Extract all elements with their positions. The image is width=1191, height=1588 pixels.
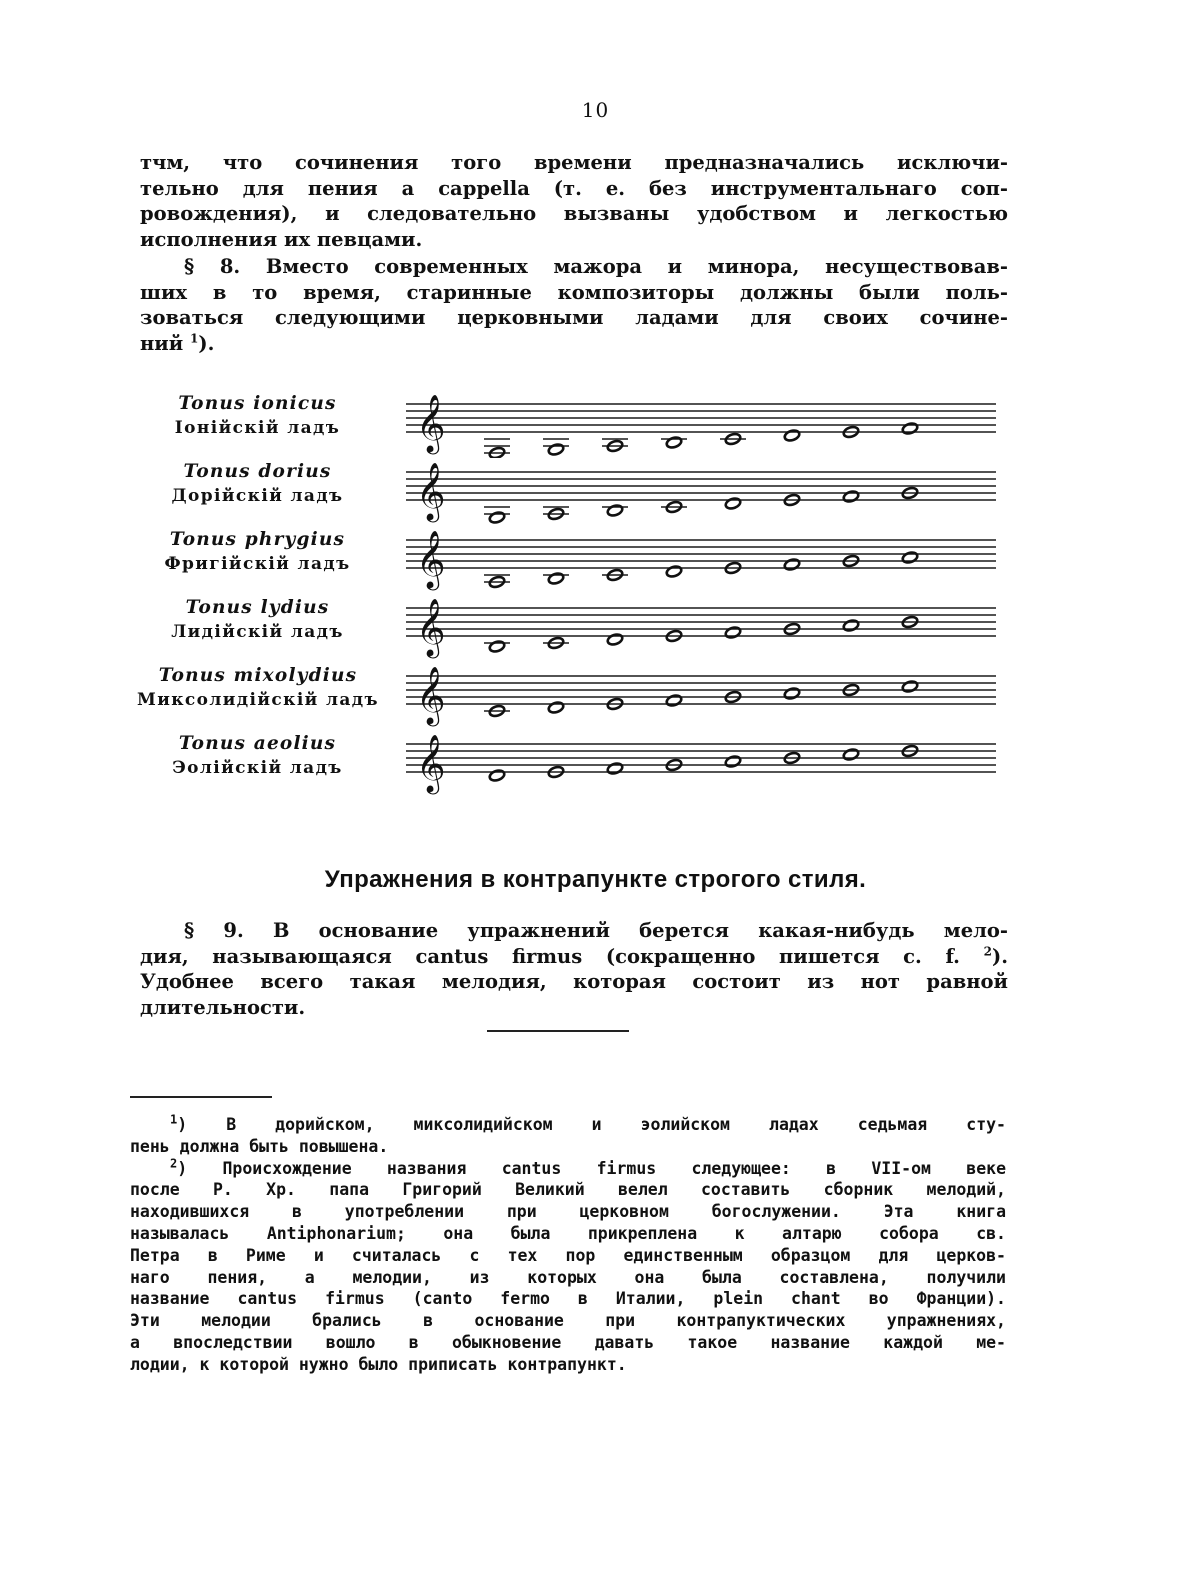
mode-latin-name: Tonus lydius	[185, 597, 330, 618]
text-line: § 9. В основание упражнений берется какая-нибудь мело-	[184, 919, 1008, 942]
whole-note	[602, 568, 628, 581]
whole-note	[783, 687, 800, 700]
note-head	[783, 687, 800, 700]
mode-staff	[402, 460, 1002, 526]
mode-latin-name: Tonus ionicus	[178, 393, 337, 414]
footnote-2	[130, 1158, 1006, 1376]
text-line: лодии, к которой нужно было приписать контрапункт.	[130, 1354, 627, 1374]
whole-note	[484, 704, 510, 717]
text-line	[140, 331, 1008, 357]
whole-note	[543, 636, 569, 649]
mode-row-dorian	[140, 460, 1020, 524]
note-head	[901, 680, 918, 693]
treble-clef-icon: 𝄞	[416, 530, 446, 588]
text-line: называлась Antiphonarium; она была прикреплена к алтарю собора св.	[130, 1223, 1006, 1243]
mode-staff	[402, 732, 1002, 798]
text-line: пень должна быть повышена.	[130, 1136, 389, 1156]
note-head	[665, 565, 682, 578]
mode-russian-name: Дорійскій ладъ	[171, 486, 344, 506]
text-fragment: ).	[198, 331, 215, 355]
whole-note	[484, 640, 510, 653]
mode-label	[140, 596, 375, 644]
mode-label	[140, 460, 375, 508]
text-line: исполнения их певцами.	[140, 227, 423, 251]
text-line: Удобнее всего такая мелодия, которая состоит из нот равной	[140, 970, 1008, 993]
text-line	[130, 1114, 1006, 1136]
whole-note	[543, 439, 569, 456]
whole-note	[901, 422, 918, 435]
whole-note	[842, 619, 859, 632]
whole-note	[724, 626, 741, 639]
note-head	[783, 429, 800, 442]
mode-russian-name: Эолійскій ладъ	[172, 758, 343, 778]
footnote-separator	[130, 1096, 272, 1098]
paragraph-section-8	[140, 254, 1008, 356]
text-line: наго пения, а мелодии, из которых она была составлена, получили	[130, 1267, 1006, 1287]
text-line: § 8. Вместо современных мажора и минора, несуществовав-	[184, 255, 1008, 278]
whole-note	[602, 504, 628, 517]
whole-note	[488, 769, 505, 782]
mode-label	[140, 392, 375, 440]
whole-note	[606, 633, 623, 646]
note-head	[842, 490, 859, 503]
mode-label	[140, 528, 375, 576]
note-head	[488, 511, 505, 524]
note-head	[606, 504, 623, 517]
note-head	[606, 633, 623, 646]
mode-staff	[402, 596, 1002, 662]
note-head	[842, 619, 859, 632]
whole-note	[724, 497, 741, 510]
text-fragment: дия, называющаяся cantus firmus (сокращенно пишется с. f.	[140, 944, 960, 968]
paragraph-continuation	[140, 150, 1008, 252]
treble-clef-icon: 𝄞	[416, 734, 446, 792]
note-head	[606, 762, 623, 775]
footnote-marker: 1	[170, 1112, 178, 1127]
mode-russian-name: Фригійскій ладъ	[164, 554, 351, 574]
text-line: находившихся в употреблении при церковном богослужении. Эта книга	[130, 1202, 1006, 1222]
mode-russian-name: Лидійскій ладъ	[171, 622, 344, 642]
church-modes-table	[137, 392, 1020, 812]
whole-note	[783, 429, 800, 442]
note-head	[665, 694, 682, 707]
text-line: Петра в Риме и считалась с тех пор единственным образцом для церков-	[130, 1245, 1006, 1265]
whole-note	[665, 694, 682, 707]
footnote-ref: 1	[190, 331, 199, 345]
mode-russian-name: Миксолидійскій ладъ	[137, 690, 379, 710]
note-head	[724, 755, 741, 768]
whole-note	[720, 432, 746, 445]
note-head	[488, 769, 505, 782]
footnote-marker: 2	[170, 1156, 178, 1171]
note-head	[488, 446, 505, 458]
text-line	[130, 1158, 1006, 1180]
footnote-1	[130, 1114, 1006, 1158]
mode-staff	[402, 528, 1002, 594]
whole-note	[661, 436, 687, 449]
whole-note	[484, 507, 510, 524]
text-line: тчм, что сочинения того времени предназначались исключи-	[140, 151, 1008, 174]
mode-label	[118, 664, 398, 712]
note-head	[547, 701, 564, 714]
text-fragment: Происхождение названия cantus firmus следующее: в VII-ом веке	[222, 1158, 1007, 1178]
whole-note	[842, 748, 859, 761]
mode-staff	[402, 392, 1002, 458]
mode-row-phrygian	[140, 528, 1020, 592]
whole-note	[901, 551, 918, 564]
whole-note	[783, 558, 800, 571]
text-line: тельно для пения a cappella (т. е. без инструментальнаго соп-	[140, 176, 1008, 200]
mode-row-aeolian	[140, 732, 1020, 796]
whole-note	[547, 701, 564, 714]
whole-note	[543, 572, 569, 585]
note-head	[842, 748, 859, 761]
section-divider	[487, 1030, 629, 1032]
mode-label	[140, 732, 375, 780]
whole-note	[724, 755, 741, 768]
whole-note	[484, 439, 510, 458]
text-line: ровождения), и следовательно вызваны удобством и легкостью	[140, 202, 1008, 225]
mode-russian-name: Іонійскій ладъ	[174, 418, 341, 438]
treble-clef-icon: 𝄞	[416, 598, 446, 656]
footnote-marker-suffix: )	[177, 1158, 188, 1178]
text-line: ших в то время, старинные композиторы должны были поль-	[140, 280, 1008, 304]
paragraph-section-9	[140, 918, 1008, 1020]
whole-note	[665, 565, 682, 578]
page-number: 10	[581, 98, 610, 122]
treble-clef-icon: 𝄞	[416, 462, 446, 520]
text-line: а впоследствии вошло в обыкновение давать такое название каждой ме-	[130, 1332, 1006, 1352]
note-head	[665, 436, 682, 449]
note-head	[547, 572, 564, 585]
text-line: длительности.	[140, 995, 306, 1019]
text-line: Эти мелодии брались в основание при контрапуктических упражнениях,	[130, 1311, 1006, 1331]
text-fragment: ний	[140, 331, 184, 355]
treble-clef-icon: 𝄞	[416, 394, 446, 452]
note-head	[901, 422, 918, 435]
note-head	[901, 551, 918, 564]
treble-clef-icon: 𝄞	[416, 666, 446, 724]
text-line	[140, 944, 1008, 970]
mode-row-mixolydian	[137, 664, 1020, 728]
note-head	[488, 640, 505, 653]
mode-staff	[402, 664, 1002, 730]
note-head	[724, 626, 741, 639]
mode-latin-name: Tonus aeolius	[178, 733, 337, 754]
footnotes	[130, 1114, 1006, 1376]
mode-latin-name: Tonus mixolydius	[158, 665, 358, 686]
note-head	[724, 497, 741, 510]
mode-row-ionian	[140, 392, 1020, 456]
note-head	[783, 558, 800, 571]
text-fragment: В дорийском, миксолидийском и эолийском ладах седьмая сту-	[226, 1115, 1006, 1134]
note-head	[547, 443, 564, 456]
footnote-marker-suffix: )	[177, 1115, 188, 1134]
section-heading: Упражнения в контрапункте строгого стиля.	[324, 866, 867, 893]
whole-note	[602, 439, 628, 453]
mode-row-lydian	[140, 596, 1020, 660]
text-fragment: ).	[991, 944, 1008, 968]
whole-note	[543, 507, 569, 521]
whole-note	[606, 762, 623, 775]
mode-latin-name: Tonus dorius	[183, 461, 332, 482]
text-line: зоваться следующими церковными ладами для своих сочине-	[140, 306, 1008, 329]
whole-note	[484, 575, 510, 589]
text-line: название cantus firmus (canto fermo в Италии, plein chant во Франции).	[130, 1289, 1006, 1309]
mode-latin-name: Tonus phrygius	[169, 529, 346, 550]
whole-note	[901, 680, 918, 693]
footnote-ref: 2	[983, 944, 992, 958]
whole-note	[842, 490, 859, 503]
whole-note	[661, 500, 687, 513]
text-line: после Р. Хр. папа Григорий Великий велел составить сборник мелодий,	[130, 1180, 1006, 1200]
